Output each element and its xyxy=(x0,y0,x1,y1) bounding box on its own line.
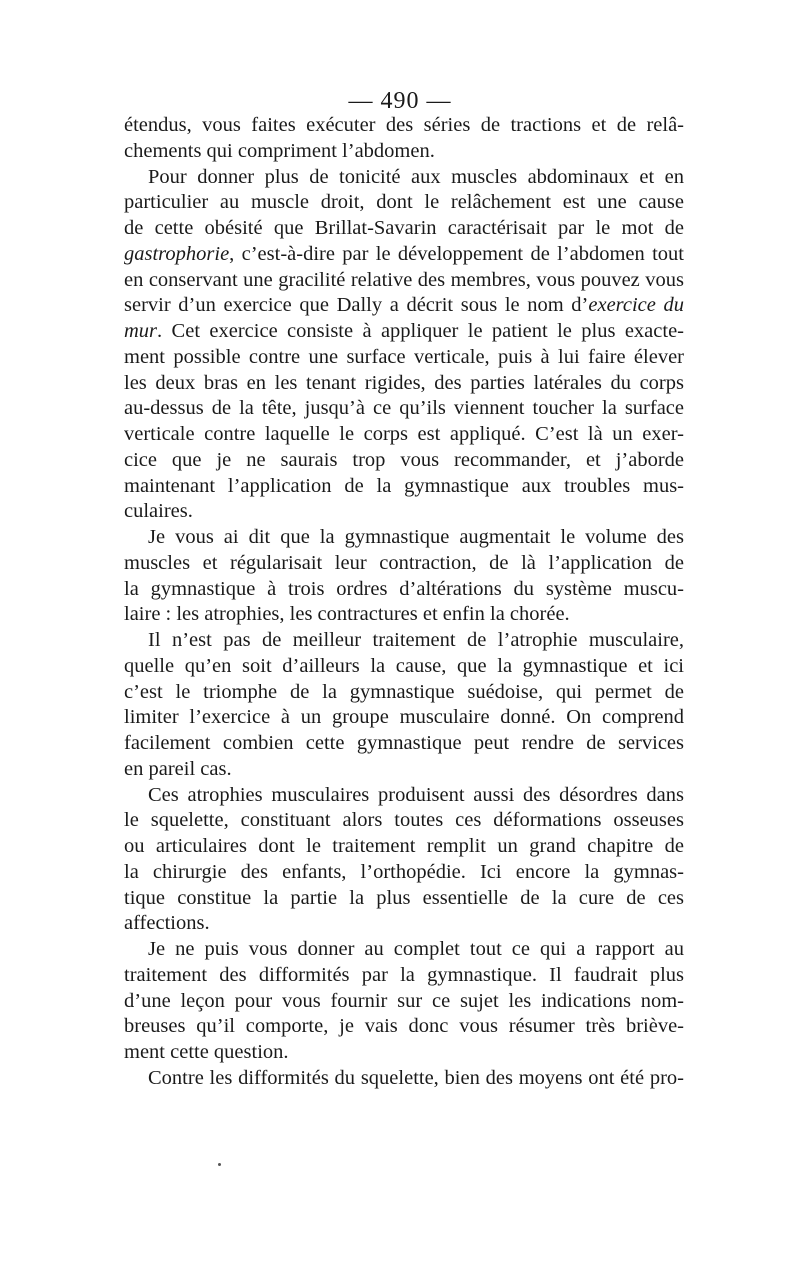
text-line: culaires. xyxy=(124,500,193,523)
text-line: affections. xyxy=(124,912,210,935)
text-line: laire : les atrophies, les contractures et enfin la chorée. xyxy=(124,603,570,626)
italic-term: mur xyxy=(124,320,158,342)
text-line: au-dessus de la tête, jusqu’à ce qu’ils viennent toucher la surface xyxy=(124,397,684,420)
text-line xyxy=(124,319,684,345)
text-line: ment possible contre une surface verticale, puis à lui faire élever xyxy=(124,345,684,368)
paragraph xyxy=(124,165,684,526)
text-line: c’est le triomphe de la gymnastique suédoise, qui permet de xyxy=(124,680,684,703)
paragraph xyxy=(124,1066,684,1092)
page-number: — 490 — xyxy=(348,88,452,114)
text-run: . Cet exercice consiste à appliquer le patient le plus exacte- xyxy=(157,320,684,342)
text-run: servir d’un exercice que Dally a décrit sous le nom d’ xyxy=(124,294,589,317)
text-line: tique constitue la partie la plus essentielle de la cure de ces xyxy=(124,886,684,909)
text-line: breuses qu’il comporte, je vais donc vous résumer très briève- xyxy=(124,1015,684,1038)
text-line: de cette obésité que Brillat-Savarin caractérisait par le mot de xyxy=(124,217,684,239)
text-line: facilement combien cette gymnastique peut rendre de services xyxy=(124,732,684,754)
text-line: Je vous ai dit que la gymnastique augmentait le volume des xyxy=(148,526,684,548)
text-line: muscles et régularisait leur contraction, de là l’application de xyxy=(124,551,684,574)
paragraph xyxy=(124,525,684,628)
text-line: la chirurgie des enfants, l’orthopédie. Ici encore la gymnas- xyxy=(124,860,684,883)
text-line: traitement des difformités par la gymnastique. Il faudrait plus xyxy=(124,963,684,986)
body-text xyxy=(124,113,684,1092)
text-line: la gymnastique à trois ordres d’altérations du système muscu- xyxy=(124,577,684,600)
text-line: maintenant l’application de la gymnastique aux troubles mus- xyxy=(124,474,684,497)
text-line: ment cette question. xyxy=(124,1041,289,1063)
text-line: le squelette, constituant alors toutes ces déformations osseuses xyxy=(124,809,684,832)
paragraph xyxy=(124,783,684,938)
text-line: les deux bras en les tenant rigides, des parties latérales du corps xyxy=(124,371,684,394)
text-run: , c’est-à-dire par le développement de l’abdomen tout xyxy=(229,242,684,265)
text-line: Il n’est pas de meilleur traitement de l’atrophie musculaire, xyxy=(148,629,684,651)
text-line: Je ne puis vous donner au complet tout ce qui a rapport au xyxy=(148,938,684,960)
paragraph xyxy=(124,628,684,783)
text-line: limiter l’exercice à un groupe musculaire donné. On comprend xyxy=(124,706,684,729)
text-line xyxy=(124,242,684,268)
text-line: étendus, vous faites exécuter des séries de tractions et de relâ- xyxy=(124,114,684,136)
text-line: Pour donner plus de tonicité aux muscles abdominaux et en xyxy=(148,165,684,188)
text-line: chements qui compriment l’abdomen. xyxy=(124,139,435,162)
text-line xyxy=(124,293,684,319)
paragraph xyxy=(124,113,684,165)
text-line: Contre les difformités du squelette, bien des moyens ont été pro- xyxy=(148,1066,684,1089)
italic-term: gastrophorie xyxy=(124,242,230,265)
text-line: en pareil cas. xyxy=(124,757,232,780)
text-line: d’une leçon pour vous fournir sur ce sujet les indications nom- xyxy=(124,989,684,1012)
text-line: Ces atrophies musculaires produisent aussi des désordres dans xyxy=(148,783,684,806)
text-line: ou articulaires dont le traitement remplit un grand chapitre de xyxy=(124,835,684,857)
text-line: particulier au muscle droit, dont le relâchement est une cause xyxy=(124,191,684,214)
paper-speck xyxy=(218,1163,221,1166)
text-line: en conservant une gracilité relative des membres, vous pouvez vous xyxy=(124,268,684,291)
text-line: cice que je ne saurais trop vous recommander, et j’aborde xyxy=(124,448,684,471)
italic-term: exercice du xyxy=(588,294,684,317)
text-line: quelle qu’en soit d’ailleurs la cause, que la gymnastique et ici xyxy=(124,654,684,677)
paragraph xyxy=(124,937,684,1066)
text-line: verticale contre laquelle le corps est appliqué. C’est là un exer- xyxy=(124,423,684,445)
